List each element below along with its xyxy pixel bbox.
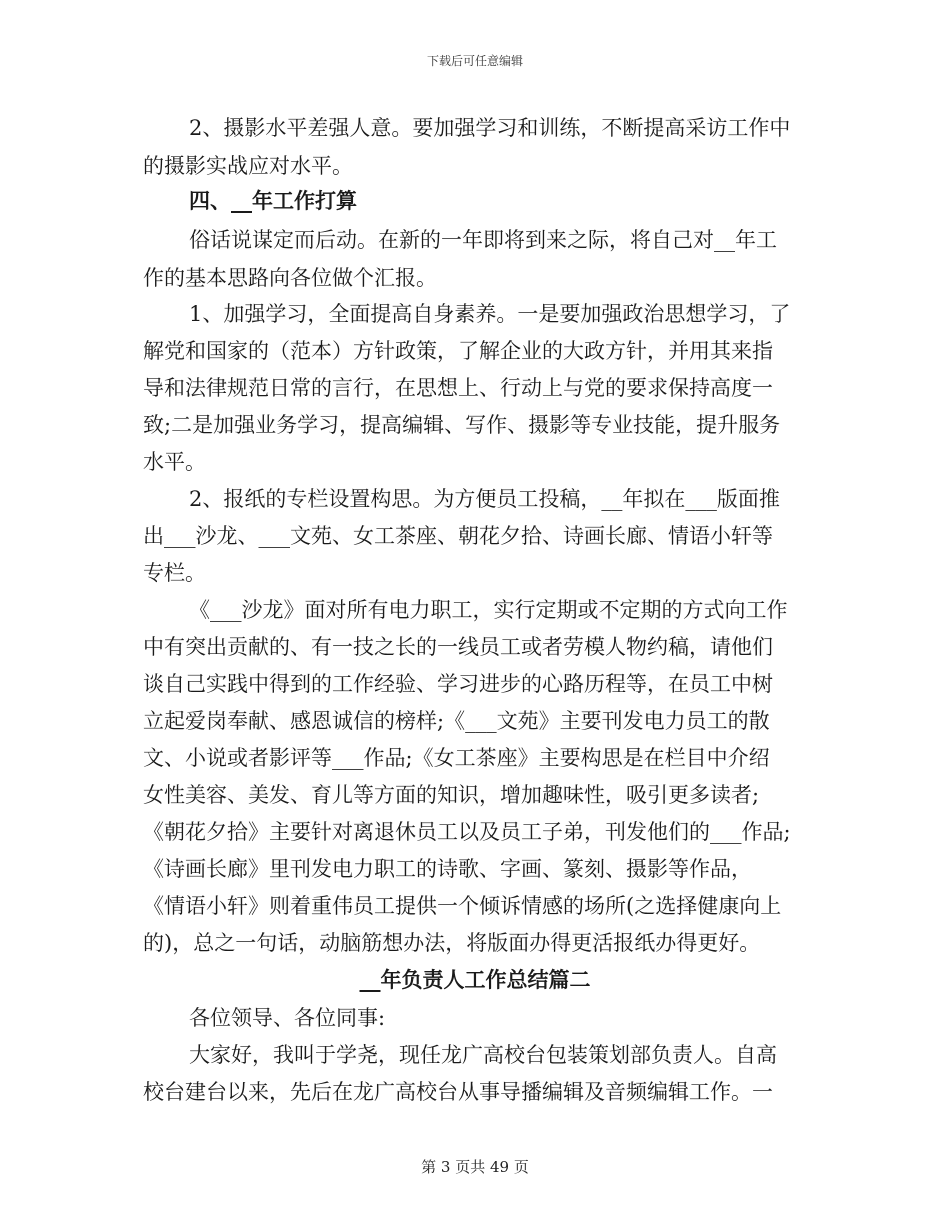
body-line: 解党和国家的（范本）方针政策，了解企业的大政方针，并用其来指 bbox=[143, 339, 773, 363]
body-line: 《情语小轩》则着重伟员工提供一个倾诉情感的场所(之选择健康向上 bbox=[143, 894, 782, 918]
body-line: 大家好，我叫于学尧，现任龙广高校台包装策划部负责人。自高 bbox=[189, 1043, 777, 1067]
body-line: 的)，总之一句话，动脑筋想办法，将版面办得更活报纸办得更好。 bbox=[143, 931, 761, 955]
body-line: 出___沙龙、___文苑、女工茶座、朝花夕拾、诗画长廊、情语小轩等 bbox=[143, 524, 773, 548]
section-heading: 四、__年工作打算 bbox=[189, 188, 357, 213]
body-line: 俗话说谋定而后动。在新的一年即将到来之际，将自己对__年工 bbox=[189, 228, 777, 252]
body-line: 的摄影实战应对水平。 bbox=[143, 154, 353, 178]
body-line: 《___沙龙》面对所有电力职工，实行定期或不定期的方式向工作 bbox=[189, 598, 788, 622]
body-line: 导和法律规范日常的言行，在思想上、行动上与党的要求保持高度一 bbox=[143, 376, 773, 400]
body-line: 文、小说或者影评等___作品;《女工茶座》主要构思是在栏目中介绍 bbox=[143, 746, 770, 770]
body-line: 2、摄影水平差强人意。要加强学习和训练，不断提高采访工作中 bbox=[189, 116, 791, 140]
body-line: 1、加强学习，全面提高自身素养。一是要加强政治思想学习，了 bbox=[189, 302, 791, 326]
body-line: 校台建台以来，先后在龙广高校台从事导播编辑及音频编辑工作。一 bbox=[143, 1080, 773, 1104]
body-line: 女性美容、美发、育儿等方面的知识，增加趣味性，吸引更多读者; bbox=[143, 783, 760, 807]
body-line: 立起爱岗奉献、感恩诚信的榜样;《___文苑》主要刊发电力员工的散 bbox=[143, 709, 770, 733]
body-line: 中有突出贡献的、有一技之长的一线员工或者劳模人物约稿，请他们 bbox=[143, 635, 773, 659]
page-footer: 第 3 页共 49 页 bbox=[421, 1158, 529, 1176]
body-line: 《诗画长廊》里刊发电力职工的诗歌、字画、篆刻、摄影等作品， bbox=[143, 857, 752, 881]
page-header: 下载后可任意编辑 bbox=[426, 54, 523, 68]
section-title: __年负责人工作总结篇二 bbox=[359, 967, 591, 992]
body-line: 各位领导、各位同事: bbox=[189, 1006, 386, 1030]
body-line: 作的基本思路向各位做个汇报。 bbox=[143, 266, 437, 290]
body-line: 谈自己实践中得到的工作经验、学习进步的心路历程等，在员工中树 bbox=[143, 672, 773, 696]
body-line: 水平。 bbox=[143, 450, 206, 474]
body-line: 2、报纸的专栏设置构思。为方便员工投稿，__年拟在___版面推 bbox=[189, 487, 780, 511]
body-line: 《朝花夕拾》主要针对离退休员工以及员工子弟，刊发他们的___作品; bbox=[143, 820, 791, 844]
body-line: 专栏。 bbox=[143, 561, 206, 585]
body-line: 致;二是加强业务学习，提高编辑、写作、摄影等专业技能，提升服务 bbox=[143, 413, 781, 437]
